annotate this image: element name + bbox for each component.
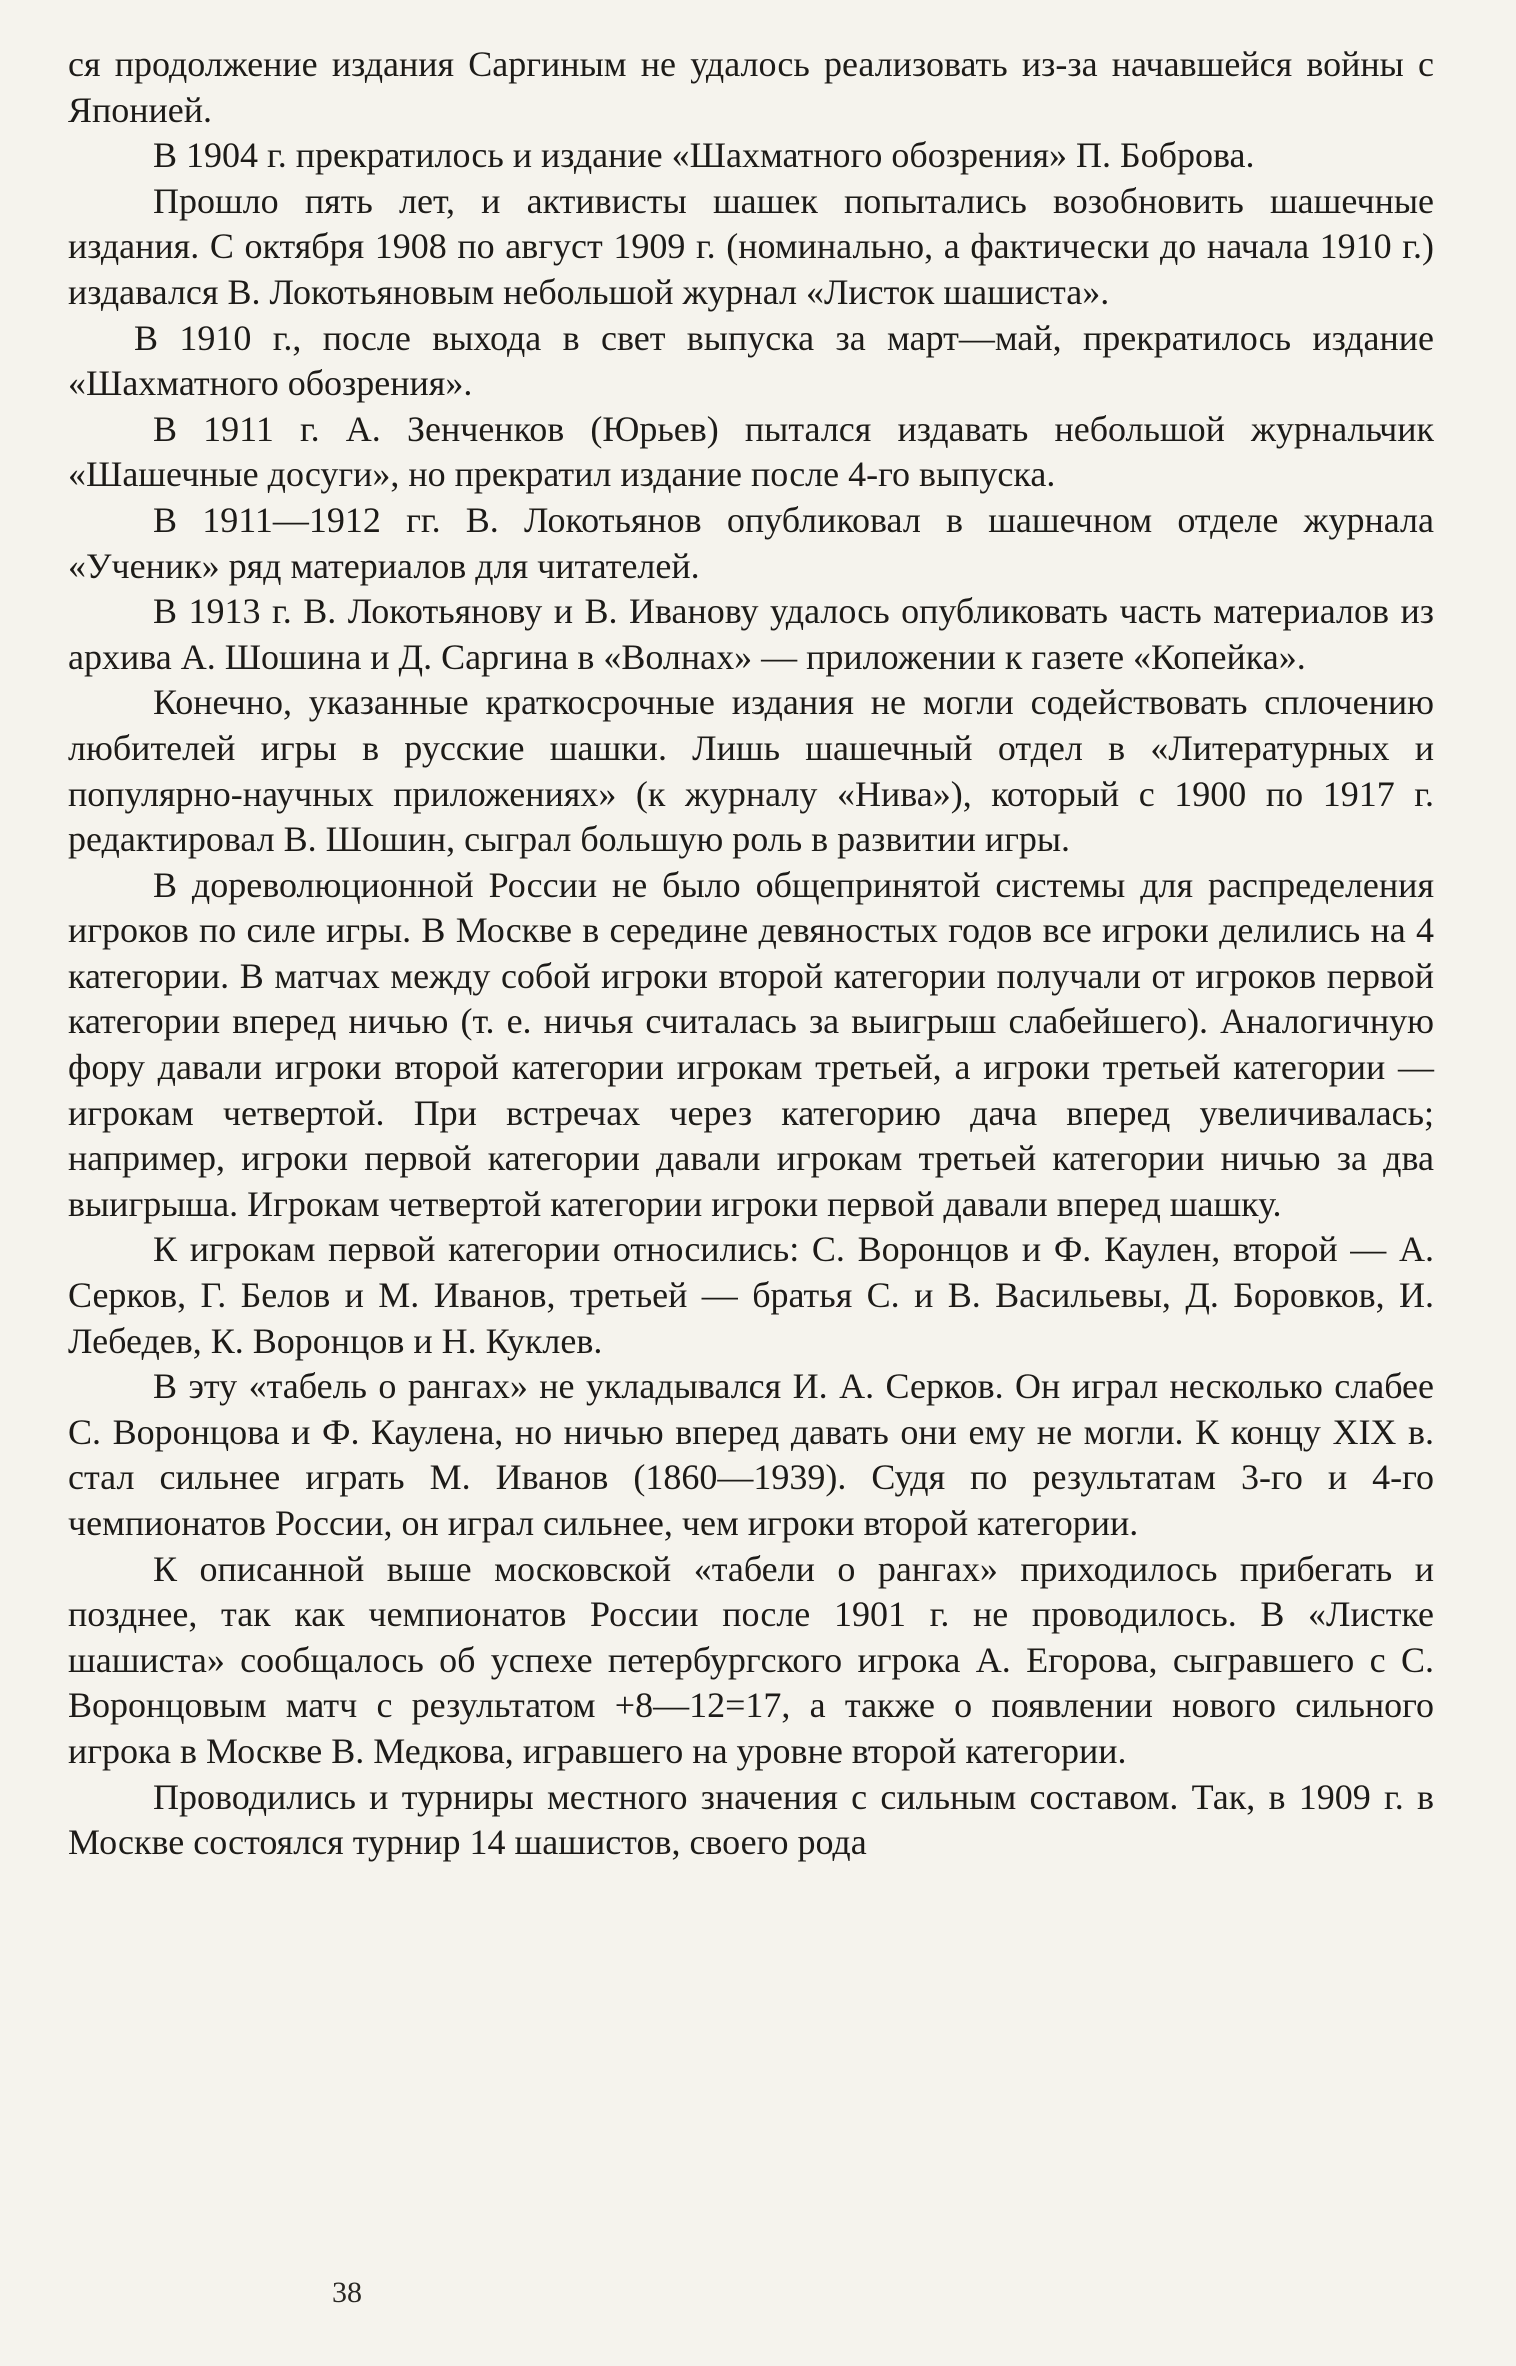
paragraph: Проводились и турниры местного значения с сильным составом. Так, в 1909 г. в Москве состоялся турнир 14 шашистов, своего рода [68,1776,1434,1863]
body-text [68,42,1434,1866]
paragraph: В 1910 г., после выхода в свет выпуска за март—май, прекратилось издание «Шахматного обозрения». [68,317,1434,404]
paragraph: В 1911 г. А. Зенченков (Юрьев) пытался издавать небольшой журнальчик «Шашечные досуги», но прекратил издание после 4-го выпуска. [68,408,1434,495]
page-number: 38 [332,2276,362,2309]
paragraph: В дореволюционной России не было общепринятой системы для распределения игроков по силе игры. В Москве в середине девяностых годов все игроки делились на 4 категории. В матчах между собой игроки второй категории получали от игроков первой категории вперед ничью (т. е. ничья считалась за выигрыш слабейшего). Аналогичную фору давали игроки второй категории игрокам третьей, а игроки третьей категории — игрокам четвертой. При встречах через категорию дача вперед увеличивалась; например, игроки первой категории давали игрокам третьей категории ничью за два выигрыша. Игрокам четвертой категории игроки первой давали вперед шашку. [68,864,1434,1224]
paragraph: К описанной выше московской «табели о рангах» приходилось прибегать и позднее, так как чемпионатов России после 1901 г. не проводилось. В «Листке шашиста» сообщалось об успехе петербургского игрока А. Егорова, сыгравшего с С. Воронцовым матч с результатом +8—12=17, а также о появлении нового сильного игрока в Москве В. Медкова, игравшего на уровне второй категории. [68,1548,1434,1771]
paragraph: Конечно, указанные краткосрочные издания не могли содействовать сплочению любителей игры в русские шашки. Лишь шашечный отдел в «Литературных и популярно-научных приложениях» (к журналу «Нива»), который с 1900 по 1917 г. редактировал В. Шошин, сыграл большую роль в развитии игры. [68,682,1434,860]
paragraph: Прошло пять лет, и активисты шашек попытались возобновить шашечные издания. С октября 1908 по август 1909 г. (номинально, а фактически до начала 1910 г.) издавался В. Локотьяновым небольшой журнал «Листок шашиста». [68,180,1434,312]
paragraph: В 1911—1912 гг. В. Локотьянов опубликовал в шашечном отделе журнала «Ученик» ряд материалов для читателей. [68,499,1434,586]
paragraph: К игрокам первой категории относились: С. Воронцов и Ф. Каулен, второй — А. Серков, Г. Белов и М. Иванов, третьей — братья С. и В. Васильевы, Д. Боровков, И. Лебедев, К. Воронцов и Н. Куклев. [68,1229,1434,1361]
paragraph: ся продолжение издания Саргиным не удалось реализовать из-за начавшейся войны с Японией. [68,44,1434,130]
paragraph: В эту «табель о рангах» не укладывался И. А. Серков. Он играл несколько слабее С. Воронцова и Ф. Каулена, но ничью вперед давать они ему не могли. К концу XIX в. стал сильнее играть М. Иванов (1860—1939). Судя по результатам 3-го и 4-го чемпионатов России, он играл сильнее, чем игроки второй категории. [68,1366,1434,1543]
paragraph: В 1904 г. прекратилось и издание «Шахматного обозрения» П. Боброва. [153,135,1255,176]
paragraph: В 1913 г. В. Локотьянову и В. Иванову удалось опубликовать часть материалов из архива А. Шошина и Д. Саргина в «Волнах» — приложении к газете «Копейка». [68,591,1434,677]
